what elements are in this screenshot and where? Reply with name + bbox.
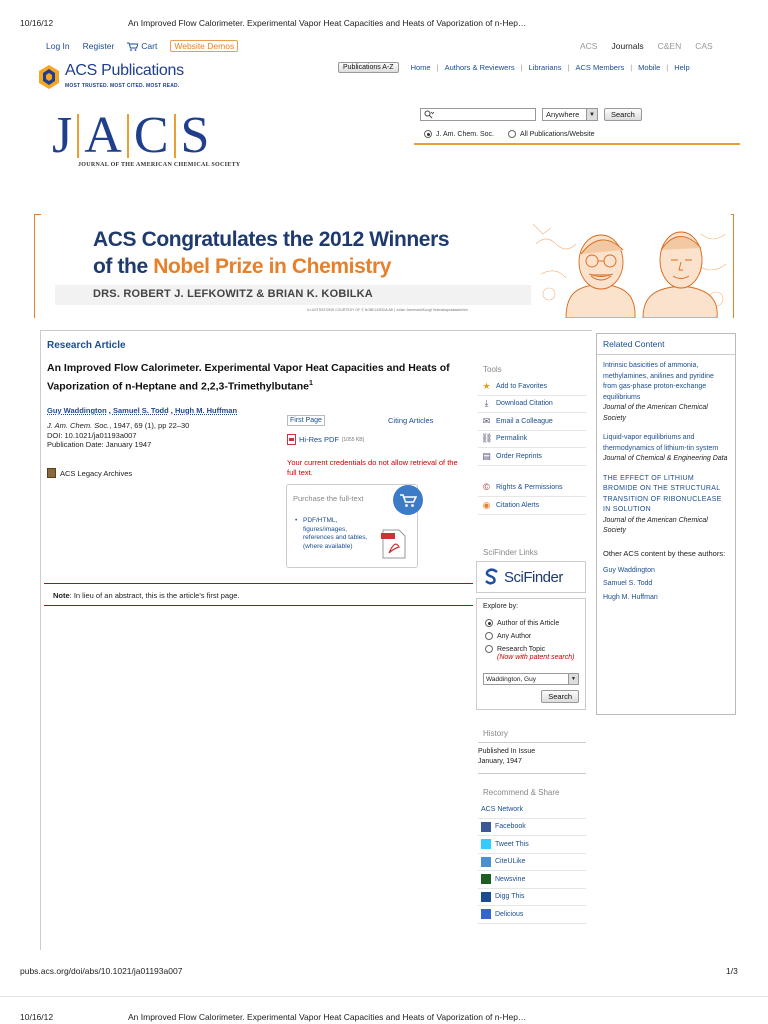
acs-publications-logo[interactable] xyxy=(38,62,208,94)
banner-line1: ACS Congratulates the 2012 Winners xyxy=(93,228,450,251)
nav-separator: | xyxy=(567,63,570,72)
nav-item-acs-members[interactable]: ACS Members xyxy=(575,63,625,72)
scifinder-heading: SciFinder Links xyxy=(483,548,538,557)
research-topic-note: (Now with patent search) xyxy=(497,654,575,661)
search-underline xyxy=(414,143,740,145)
main-nav xyxy=(338,62,690,73)
option-author-of-article[interactable] xyxy=(485,617,574,630)
related-item-journal: Journal of Chemical & Engineering Data xyxy=(603,455,728,462)
nav-item-librarians[interactable]: Librarians xyxy=(528,63,562,72)
history-panel xyxy=(478,742,586,767)
related-heading: Related Content xyxy=(597,334,735,355)
history-heading: History xyxy=(483,729,508,738)
share-heading: Recommend & Share xyxy=(483,788,560,797)
jacs-divider xyxy=(77,114,79,158)
option-any-author[interactable] xyxy=(485,630,574,643)
citing-articles-link[interactable]: Citing Articles xyxy=(388,416,434,425)
share-list xyxy=(478,801,586,924)
jacs-divider xyxy=(127,114,129,158)
banner-line2-highlight: Nobel Prize in Chemistry xyxy=(153,255,391,278)
article-title-footnote: 1 xyxy=(308,380,313,387)
journals-link[interactable]: Journals xyxy=(611,41,644,51)
banner-credit: ILLUSTRATIONS COURTESY OF © NOBELMEDIA AB | Johan Jarnestad/Kungl Vetenskapsakademien xyxy=(307,308,468,312)
tool-label: Citation Alerts xyxy=(496,501,540,509)
share-delicious[interactable] xyxy=(478,906,586,924)
jacs-letter: A xyxy=(84,107,122,164)
share-digg-this[interactable] xyxy=(478,889,586,907)
radio-icon xyxy=(508,130,516,138)
search-icon xyxy=(424,110,434,119)
reprint-icon: ▤ xyxy=(482,450,491,461)
tool-label: Permalink xyxy=(496,435,528,443)
article-title xyxy=(47,361,472,395)
utility-bar xyxy=(46,40,238,52)
note-text: : In lieu of an abstract, this is the article's first page. xyxy=(69,591,240,600)
other-content-heading: Other ACS content by these authors: xyxy=(603,548,726,558)
related-item[interactable] xyxy=(603,433,729,465)
article-title-text: An Improved Flow Calorimeter. Experimental Vapor Heat Capacities and Heats of Vaporization of n-Heptane and 2,2,3-Trimethylbutane xyxy=(47,362,450,393)
first-page-link[interactable]: First Page xyxy=(287,415,325,426)
print-url: pubs.acs.org/doi/abs/10.1021/ja01193a007 xyxy=(20,966,183,976)
share-label: Delicious xyxy=(495,910,524,918)
jacs-divider xyxy=(174,114,176,158)
alert-icon: ◉ xyxy=(482,499,491,510)
radio-all-publications[interactable] xyxy=(508,130,595,138)
nav-item-home[interactable]: Home xyxy=(410,63,431,72)
delicious-icon xyxy=(481,909,491,919)
citation-block xyxy=(47,421,189,450)
email-icon: ✉ xyxy=(482,415,491,426)
doi: DOI: 10.1021/ja01193a007 xyxy=(47,430,137,440)
related-item-journal: Journal of the American Chemical Society xyxy=(603,404,708,422)
related-author-link[interactable]: Samuel S. Todd xyxy=(603,580,653,587)
related-item[interactable] xyxy=(603,474,729,537)
tool-label: Rights & Permissions xyxy=(496,484,563,492)
chevron-down-icon: ▼ xyxy=(568,674,578,684)
banner-line2 xyxy=(93,255,391,279)
pdf-icon xyxy=(287,434,296,445)
download-icon: ⤓ xyxy=(484,398,489,409)
search-input[interactable] xyxy=(420,108,536,121)
related-item-title[interactable]: Intrinsic basicities of ammonia, methylamines, anilines and pyridine from gas-phase proton-exchange equilibriums xyxy=(603,362,714,401)
adobe-pdf-icon xyxy=(381,529,407,559)
related-item[interactable] xyxy=(603,361,729,424)
nobel-laureates-illustration xyxy=(531,214,731,318)
article-type: Research Article xyxy=(47,340,126,351)
nav-separator: | xyxy=(630,63,633,72)
option-research-topic-label: Research Topic xyxy=(497,646,546,653)
banner-line3: DRS. ROBERT J. LEFKOWITZ & BRIAN K. KOBILKA xyxy=(93,288,373,300)
nav-separator: | xyxy=(436,63,439,72)
network-links xyxy=(580,41,713,51)
newsvine-icon xyxy=(481,874,491,884)
print-date: 10/16/12 xyxy=(20,18,54,28)
search-button[interactable]: Search xyxy=(604,108,642,121)
share-acs-network[interactable] xyxy=(478,801,586,819)
jacs-letter: C xyxy=(133,107,169,164)
next-page-date: 10/16/12 xyxy=(20,1012,54,1022)
print-page-number: 1/3 xyxy=(726,966,738,976)
nobel-banner[interactable] xyxy=(34,214,734,318)
legacy-archives xyxy=(47,468,132,478)
history-line1: Published In Issue xyxy=(478,748,536,755)
share-facebook[interactable] xyxy=(478,819,586,837)
related-author-link[interactable]: Guy Waddington xyxy=(603,566,655,574)
related-author-link[interactable]: Hugh M. Huffman xyxy=(603,593,658,601)
purchase-box xyxy=(286,484,418,568)
purchase-item[interactable]: • PDF/HTML, figures/images, references and tables, (where available) xyxy=(295,517,368,550)
radio-all-publications-label: All Publications/Website xyxy=(519,130,595,138)
nav-item-authors-reviewers[interactable]: Authors & Reviewers xyxy=(444,63,515,72)
author-link[interactable]: Guy Waddington xyxy=(47,406,107,415)
cas-link[interactable]: CAS xyxy=(695,41,713,51)
purchase-title: Purchase the full-text xyxy=(293,494,364,503)
share-label: Newsvine xyxy=(495,875,526,883)
author-list xyxy=(47,406,237,415)
journal-subtitle: JOURNAL OF THE AMERICAN CHEMICAL SOCIETY xyxy=(78,162,241,168)
cart-label: Cart xyxy=(141,41,158,51)
citation-line xyxy=(47,421,189,431)
note-label: Note xyxy=(53,591,70,600)
brand-tagline: MOST TRUSTED. MOST CITED. MOST READ. xyxy=(65,83,180,89)
nav-separator: | xyxy=(520,63,523,72)
tool-order-reprints[interactable] xyxy=(478,448,586,466)
jacs-letter: J xyxy=(52,107,73,164)
print-title: An Improved Flow Calorimeter. Experimental Vapor Heat Capacities and Heats of Vaporization of n-Hep… xyxy=(128,18,527,28)
scifinder-wordmark: SciFinder xyxy=(504,568,563,586)
article-note xyxy=(53,591,240,600)
tool-email-a-colleague[interactable] xyxy=(478,413,586,431)
share-label: Tweet This xyxy=(495,840,529,848)
scifinder-s-icon xyxy=(483,568,501,586)
next-page-title: An Improved Flow Calorimeter. Experimental Vapor Heat Capacities and Heats of Vaporization of n-Hep… xyxy=(128,1012,527,1022)
related-item-title[interactable]: Liquid-vapor equilibriums and thermodynamics of lithium-tin system xyxy=(603,434,719,452)
tool-rights-permissions[interactable] xyxy=(478,480,586,498)
cart-link[interactable] xyxy=(127,41,157,51)
author-select-value: Waddington, Guy xyxy=(486,675,536,683)
acs-hexagon-icon xyxy=(38,64,60,90)
share-label: Digg This xyxy=(495,893,525,901)
explore-label: Explore by: xyxy=(483,603,519,610)
facebook-icon xyxy=(481,822,491,832)
copyright-icon: © xyxy=(483,482,490,493)
journal-abbr: J. Am. Chem. Soc. xyxy=(47,421,110,430)
acs-link[interactable]: ACS xyxy=(580,41,598,51)
cart-icon xyxy=(127,42,138,51)
option-author-of-article-label: Author of this Article xyxy=(497,620,560,627)
radio-this-journal[interactable] xyxy=(424,130,494,138)
tool-download-citation[interactable] xyxy=(478,396,586,414)
purchase-item-label: PDF/HTML, figures/images, references and tables, (where available) xyxy=(303,517,368,550)
tool-citation-alerts[interactable] xyxy=(478,497,586,515)
citeulike-icon xyxy=(481,857,491,867)
star-icon: ★ xyxy=(482,380,491,391)
share-label: CiteULike xyxy=(495,858,526,866)
related-content-panel xyxy=(596,333,736,715)
citation-detail: , 1947, 69 (1), pp 22–30 xyxy=(109,421,190,430)
tool-add-to-favorites[interactable] xyxy=(478,378,586,396)
publication-date: Publication Date: January 1947 xyxy=(47,440,152,449)
login-link[interactable]: Log In xyxy=(46,41,70,51)
radio-icon xyxy=(485,632,493,640)
scifinder-search-button[interactable]: Search xyxy=(541,690,579,703)
share-tweet-this[interactable] xyxy=(478,836,586,854)
nav-separator: | xyxy=(666,63,669,72)
radio-this-journal-label: J. Am. Chem. Soc. xyxy=(436,130,494,138)
tool-label: Download Citation xyxy=(496,400,553,408)
tools-heading: Tools xyxy=(483,365,502,374)
share-label: Facebook xyxy=(495,823,526,831)
jacs-letter: S xyxy=(180,107,210,164)
author-link[interactable]: Hugh M. Huffman xyxy=(174,406,238,415)
purchase-cart-button[interactable] xyxy=(393,485,423,515)
tool-permalink[interactable] xyxy=(478,431,586,449)
cen-link[interactable]: C&EN xyxy=(657,41,682,51)
credentials-warning: Your current credentials do not allow retrieval of the full text. xyxy=(287,458,458,477)
related-item-title[interactable]: THE EFFECT OF LITHIUM BROMIDE ON THE STRUCTURAL TRANSITION OF RIBONUCLEASE IN SOLUTION xyxy=(603,474,722,513)
author-link[interactable]: Samuel S. Todd xyxy=(112,406,169,415)
search-bar xyxy=(420,108,642,121)
jacs-logo[interactable] xyxy=(52,107,262,176)
author-separator: , xyxy=(168,406,175,415)
register-link[interactable]: Register xyxy=(82,41,115,51)
explore-options xyxy=(485,617,574,662)
radio-selected-icon xyxy=(424,130,432,138)
nav-item-mobile[interactable]: Mobile xyxy=(638,63,661,72)
search-scope-value: Anywhere xyxy=(546,110,580,119)
tool-label: Add to Favorites xyxy=(496,382,547,390)
author-select[interactable] xyxy=(483,673,579,685)
hires-pdf-label: Hi-Res PDF xyxy=(299,435,340,444)
scifinder-explore-panel xyxy=(476,598,586,710)
radio-icon xyxy=(485,645,493,653)
shopping-cart-icon xyxy=(399,493,417,508)
digg-icon xyxy=(481,892,491,902)
search-scope-radios xyxy=(424,130,595,138)
hires-pdf-link[interactable] xyxy=(287,434,364,445)
legacy-archives-label: ACS Legacy Archives xyxy=(60,468,133,478)
chevron-down-icon: ▼ xyxy=(586,109,597,120)
brand-name: ACS Publications xyxy=(65,62,184,79)
search-scope-select[interactable] xyxy=(542,108,598,121)
nav-item-help[interactable]: Help xyxy=(674,63,690,72)
tool-label: Order Reprints xyxy=(496,452,542,460)
website-demos-button[interactable]: Website Demos xyxy=(170,40,238,52)
related-item-journal: Journal of the American Chemical Society xyxy=(603,516,708,534)
share-label: ACS Network xyxy=(481,805,524,813)
author-separator: , xyxy=(106,406,113,415)
scifinder-logo[interactable] xyxy=(476,561,586,593)
radio-selected-icon xyxy=(485,619,493,627)
banner-line2-prefix: of the xyxy=(93,255,154,278)
history-line2: January, 1947 xyxy=(478,758,522,765)
publications-az-button[interactable]: Publications A-Z xyxy=(338,62,399,73)
tool-label: Email a Colleague xyxy=(496,417,553,425)
share-newsvine[interactable] xyxy=(478,871,586,889)
twitter-icon xyxy=(481,839,491,849)
pdf-size: [1055 KB] xyxy=(342,436,364,443)
option-any-author-label: Any Author xyxy=(497,633,532,640)
link-icon: ⛓ xyxy=(481,433,493,444)
archive-icon xyxy=(47,468,56,478)
share-citeulike[interactable] xyxy=(478,854,586,872)
tools-list xyxy=(478,378,586,515)
